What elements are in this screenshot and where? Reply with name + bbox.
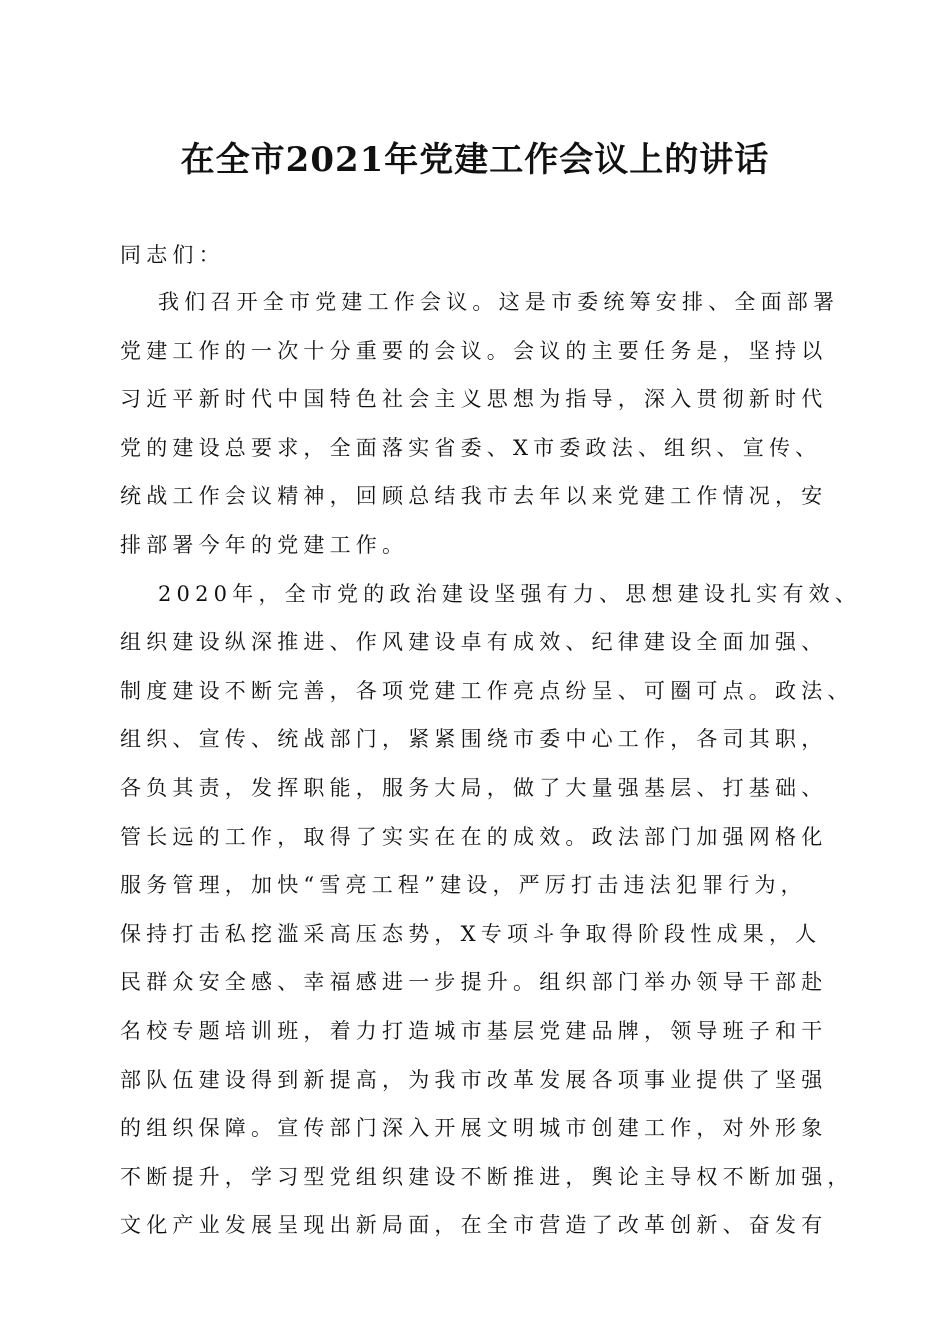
paragraph-line: 制度建设不断完善，各项党建工作亮点纷呈、可圈可点。政法、 bbox=[120, 678, 854, 703]
paragraph-line: 各负其责，发挥职能，服务大局，做了大量强基层、打基础、 bbox=[120, 775, 828, 800]
paragraph-line: 的组织保障。宣传部门深入开展文明城市创建工作，对外形象 bbox=[120, 1116, 828, 1141]
paragraph-line: 文化产业发展呈现出新局面，在全市营造了改革创新、奋发有 bbox=[120, 1213, 828, 1238]
paragraph-line: 党的建设总要求，全面落实省委、X市委政法、组织、宣传、 bbox=[120, 435, 822, 460]
paragraph-line: 习近平新时代中国特色社会主义思想为指导，深入贯彻新时代 bbox=[120, 387, 828, 412]
paragraph-line: 组织建设纵深推进、作风建设卓有成效、纪律建设全面加强、 bbox=[120, 630, 828, 655]
paragraph-line: 统战工作会议精神，回顾总结我市去年以来党建工作情况，安 bbox=[120, 484, 828, 509]
paragraph-line: 服务管理，加快“雪亮工程”建设，严厉打击违法犯罪行为， bbox=[120, 873, 807, 898]
paragraph-line: 不断提升，学习型党组织建设不断推进，舆论主导权不断加强， bbox=[120, 1164, 854, 1189]
paragraph-line: 管长远的工作，取得了实实在在的成效。政法部门加强网格化 bbox=[120, 824, 828, 849]
paragraph-line: 部队伍建设得到新提高，为我市改革发展各项事业提供了坚强 bbox=[120, 1067, 828, 1092]
paragraph-line: 我们召开全市党建工作会议。这是市委统筹安排、全面部署 bbox=[158, 290, 840, 314]
document-body bbox=[120, 232, 862, 1250]
paragraph-1 bbox=[120, 278, 840, 570]
paragraph-line: 民群众安全感、幸福感进一步提升。组织部门举办领导干部赴 bbox=[120, 970, 828, 995]
paragraph-line: 2020年，全市党的政治建设坚强有力、思想建设扎实有效、 bbox=[158, 581, 862, 606]
paragraph-line: 组织、宣传、统战部门，紧紧围绕市委中心工作，各司其职， bbox=[120, 727, 828, 752]
paragraph-line: 排部署今年的党建工作。 bbox=[120, 532, 409, 557]
paragraph-line: 党建工作的一次十分重要的会议。会议的主要任务是，坚持以 bbox=[120, 338, 828, 363]
document-title: 在全市2021年党建工作会议上的讲话 bbox=[180, 140, 770, 180]
paragraph-line: 保持打击私挖滥采高压态势，X专项斗争取得阶段性成果，人 bbox=[120, 921, 822, 946]
salutation: 同志们： bbox=[120, 243, 225, 267]
paragraph-2 bbox=[120, 570, 862, 1250]
paragraph-line: 名校专题培训班，着力打造城市基层党建品牌，领导班子和干 bbox=[120, 1018, 828, 1043]
